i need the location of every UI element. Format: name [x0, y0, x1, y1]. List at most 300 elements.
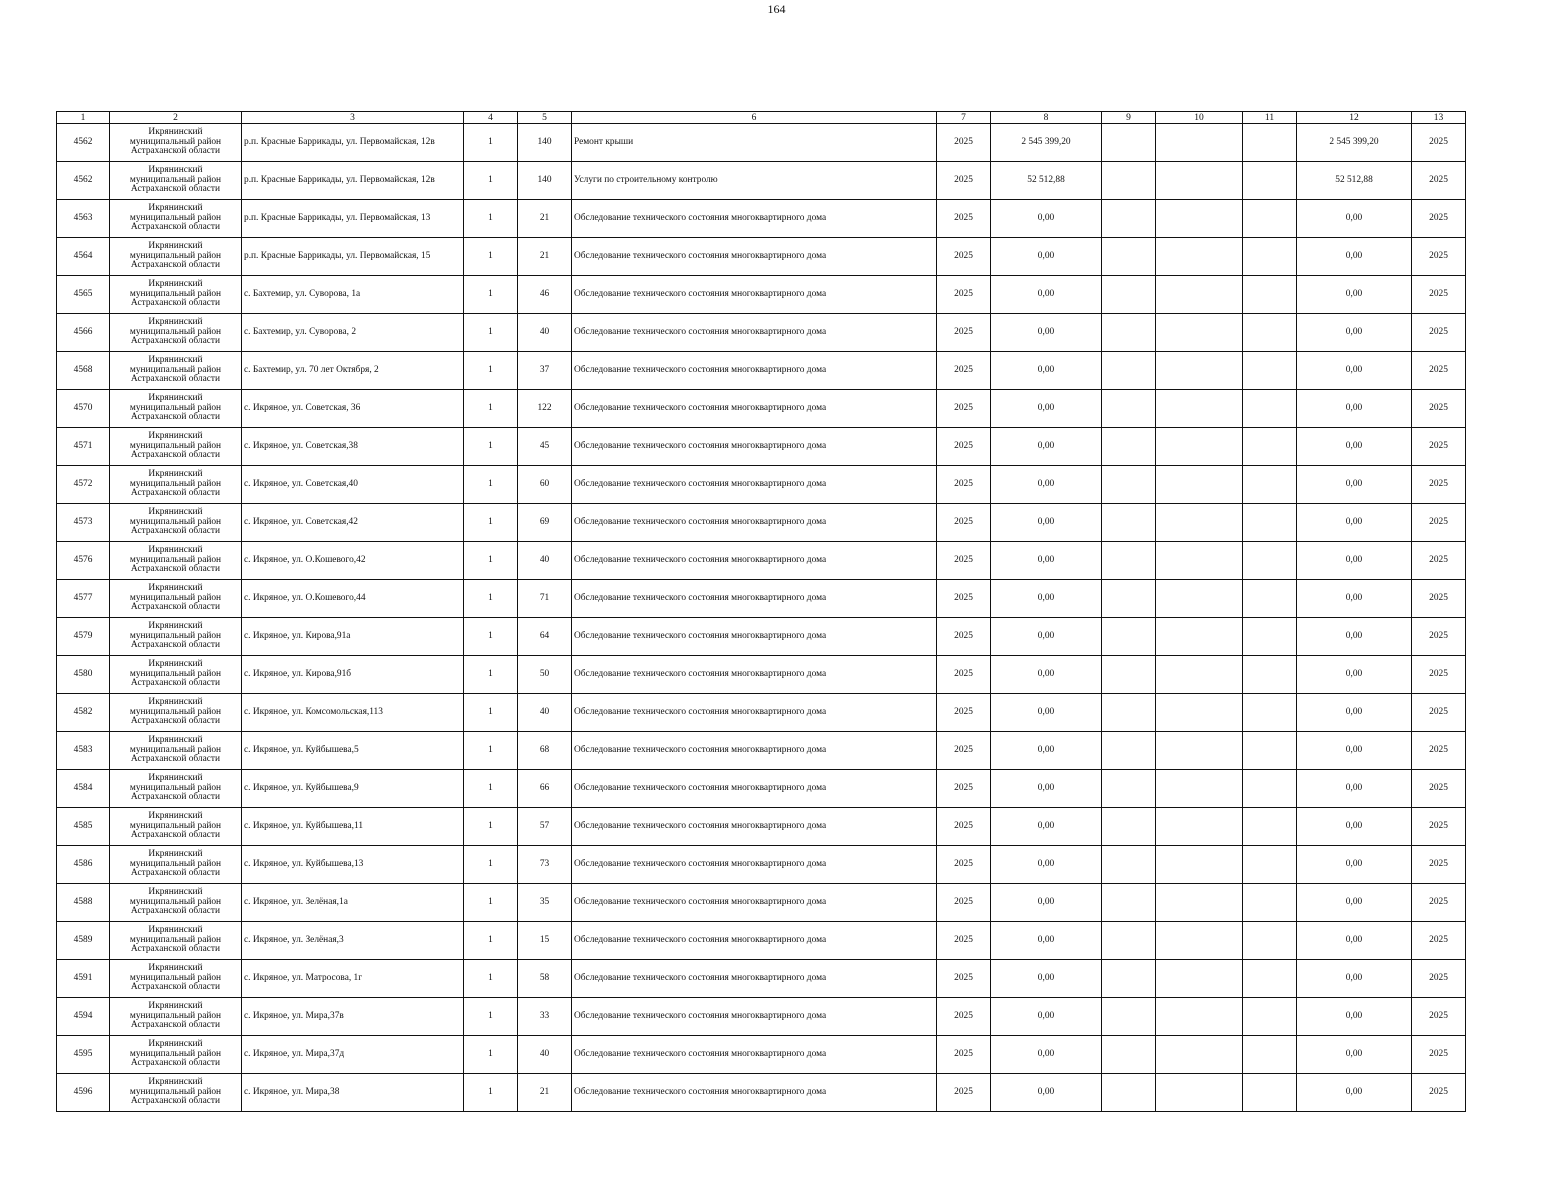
work-type: Обследование технического состояния многоквартирного дома: [572, 884, 937, 922]
completion-year: 2025: [1412, 1074, 1466, 1112]
col-10-value: [1156, 694, 1243, 732]
total-value: 0,00: [1297, 352, 1412, 390]
col-9-value: [1102, 732, 1156, 770]
completion-year: 2025: [1412, 694, 1466, 732]
table-row: [57, 1036, 1466, 1074]
address: с. Икряное, ул. О.Кошевого,44: [242, 580, 464, 618]
total-value: 0,00: [1297, 998, 1412, 1036]
municipality-line: муниципальный район: [129, 934, 222, 945]
completion-year: 2025: [1412, 922, 1466, 960]
col-5-value: 122: [518, 390, 572, 428]
municipality-line: Икрянинский: [148, 241, 203, 252]
municipality: [110, 732, 242, 770]
cost-value: 0,00: [991, 580, 1102, 618]
column-header: 5: [518, 112, 572, 124]
address: с. Икряное, ул. Мира,38: [242, 1074, 464, 1112]
municipality-line: Астраханской области: [130, 1058, 221, 1069]
year-value: 2025: [937, 922, 991, 960]
col-11-value: [1243, 884, 1297, 922]
row-number: 4563: [57, 200, 110, 238]
col-9-value: [1102, 542, 1156, 580]
cost-value: 0,00: [991, 352, 1102, 390]
col-11-value: [1243, 960, 1297, 998]
col-11-value: [1243, 998, 1297, 1036]
cost-value: 0,00: [991, 238, 1102, 276]
work-type: Обследование технического состояния многоквартирного дома: [572, 466, 937, 504]
row-number: 4562: [57, 162, 110, 200]
table-row: [57, 352, 1466, 390]
table-row: [57, 732, 1466, 770]
municipality-line: муниципальный район: [129, 364, 222, 375]
col-10-value: [1156, 1074, 1243, 1112]
municipality: [110, 618, 242, 656]
municipality: [110, 542, 242, 580]
row-number: 4572: [57, 466, 110, 504]
work-type: Обследование технического состояния многоквартирного дома: [572, 1074, 937, 1112]
work-type: Обследование технического состояния многоквартирного дома: [572, 238, 937, 276]
column-header: 6: [572, 112, 937, 124]
col-11-value: [1243, 504, 1297, 542]
municipality-line: Астраханской области: [130, 260, 221, 271]
col-9-value: [1102, 1074, 1156, 1112]
municipality-line: муниципальный район: [129, 174, 222, 185]
total-value: 0,00: [1297, 238, 1412, 276]
municipality-line: Астраханской области: [130, 982, 221, 993]
year-value: 2025: [937, 846, 991, 884]
col-5-value: 35: [518, 884, 572, 922]
completion-year: 2025: [1412, 200, 1466, 238]
completion-year: 2025: [1412, 162, 1466, 200]
year-value: 2025: [937, 238, 991, 276]
table-row: [57, 390, 1466, 428]
col-10-value: [1156, 770, 1243, 808]
page-number: 164: [767, 2, 786, 16]
work-type: Услуги по строительному контролю: [572, 162, 937, 200]
municipality-line: муниципальный район: [129, 402, 222, 413]
col-4-value: 1: [464, 200, 518, 238]
municipality-line: Икрянинский: [148, 165, 203, 176]
municipality: [110, 808, 242, 846]
municipality-line: Астраханской области: [130, 716, 221, 727]
year-value: 2025: [937, 770, 991, 808]
municipality-line: Икрянинский: [148, 507, 203, 518]
col-5-value: 21: [518, 200, 572, 238]
col-9-value: [1102, 998, 1156, 1036]
year-value: 2025: [937, 694, 991, 732]
completion-year: 2025: [1412, 1036, 1466, 1074]
col-10-value: [1156, 238, 1243, 276]
row-number: 4565: [57, 276, 110, 314]
col-11-value: [1243, 1036, 1297, 1074]
col-4-value: 1: [464, 732, 518, 770]
year-value: 2025: [937, 466, 991, 504]
municipality-line: Икрянинский: [148, 203, 203, 214]
col-5-value: 58: [518, 960, 572, 998]
table-row: [57, 884, 1466, 922]
address: с. Икряное, ул. Мира,37д: [242, 1036, 464, 1074]
municipality-line: Астраханской области: [130, 868, 221, 879]
cost-value: 0,00: [991, 656, 1102, 694]
total-value: 0,00: [1297, 922, 1412, 960]
municipality-line: Астраханской области: [130, 336, 221, 347]
municipality: [110, 960, 242, 998]
col-11-value: [1243, 124, 1297, 162]
row-number: 4573: [57, 504, 110, 542]
col-11-value: [1243, 846, 1297, 884]
table-row: [57, 162, 1466, 200]
municipality-line: Астраханской области: [130, 944, 221, 955]
total-value: 52 512,88: [1297, 162, 1412, 200]
table-body: [57, 112, 1466, 1112]
col-9-value: [1102, 200, 1156, 238]
municipality-line: муниципальный район: [129, 668, 222, 679]
municipality-line: Икрянинский: [148, 1039, 203, 1050]
municipality-line: муниципальный район: [129, 782, 222, 793]
col-4-value: 1: [464, 694, 518, 732]
address: р.п. Красные Баррикады, ул. Первомайская, 12в: [242, 162, 464, 200]
total-value: 0,00: [1297, 580, 1412, 618]
address: с. Икряное, ул. Куйбышева,9: [242, 770, 464, 808]
col-10-value: [1156, 466, 1243, 504]
col-10-value: [1156, 618, 1243, 656]
work-type: Обследование технического состояния многоквартирного дома: [572, 504, 937, 542]
municipality-line: Икрянинский: [148, 469, 203, 480]
work-type: Обследование технического состояния многоквартирного дома: [572, 808, 937, 846]
municipality-line: Астраханской области: [130, 184, 221, 195]
row-number: 4591: [57, 960, 110, 998]
address: с. Икряное, ул. Кирова,91б: [242, 656, 464, 694]
municipality-line: муниципальный район: [129, 592, 222, 603]
col-5-value: 40: [518, 542, 572, 580]
col-9-value: [1102, 390, 1156, 428]
municipality: [110, 922, 242, 960]
address: с. Икряное, ул. Комсомольская,113: [242, 694, 464, 732]
col-9-value: [1102, 352, 1156, 390]
column-header: 7: [937, 112, 991, 124]
completion-year: 2025: [1412, 428, 1466, 466]
table-row: [57, 238, 1466, 276]
cost-value: 0,00: [991, 998, 1102, 1036]
address: с. Бахтемир, ул. 70 лет Октября, 2: [242, 352, 464, 390]
year-value: 2025: [937, 580, 991, 618]
row-number: 4562: [57, 124, 110, 162]
col-9-value: [1102, 238, 1156, 276]
completion-year: 2025: [1412, 884, 1466, 922]
col-4-value: 1: [464, 504, 518, 542]
completion-year: 2025: [1412, 504, 1466, 542]
total-value: 0,00: [1297, 276, 1412, 314]
total-value: 0,00: [1297, 618, 1412, 656]
column-header: 4: [464, 112, 518, 124]
col-9-value: [1102, 1036, 1156, 1074]
table-row: [57, 960, 1466, 998]
municipality-line: Астраханской области: [130, 298, 221, 309]
municipality-line: Астраханской области: [130, 526, 221, 537]
municipality-line: Астраханской области: [130, 640, 221, 651]
row-number: 4566: [57, 314, 110, 352]
col-4-value: 1: [464, 466, 518, 504]
col-11-value: [1243, 542, 1297, 580]
table-row: [57, 1074, 1466, 1112]
row-number: 4580: [57, 656, 110, 694]
municipality-line: Икрянинский: [148, 925, 203, 936]
municipality: [110, 390, 242, 428]
municipality-line: муниципальный район: [129, 858, 222, 869]
total-value: 0,00: [1297, 200, 1412, 238]
work-type: Ремонт крыши: [572, 124, 937, 162]
col-4-value: 1: [464, 808, 518, 846]
table-row: [57, 200, 1466, 238]
table-row: [57, 504, 1466, 542]
municipality-line: муниципальный район: [129, 744, 222, 755]
cost-value: 0,00: [991, 428, 1102, 466]
work-type: Обследование технического состояния многоквартирного дома: [572, 998, 937, 1036]
municipality-line: муниципальный район: [129, 706, 222, 717]
col-11-value: [1243, 390, 1297, 428]
row-number: 4586: [57, 846, 110, 884]
municipality: [110, 884, 242, 922]
municipality-line: Астраханской области: [130, 602, 221, 613]
year-value: 2025: [937, 884, 991, 922]
work-type: Обследование технического состояния многоквартирного дома: [572, 580, 937, 618]
total-value: 0,00: [1297, 466, 1412, 504]
col-5-value: 66: [518, 770, 572, 808]
col-5-value: 40: [518, 314, 572, 352]
year-value: 2025: [937, 390, 991, 428]
col-11-value: [1243, 732, 1297, 770]
work-type: Обследование технического состояния многоквартирного дома: [572, 352, 937, 390]
col-10-value: [1156, 884, 1243, 922]
col-4-value: 1: [464, 770, 518, 808]
table-row: [57, 770, 1466, 808]
municipality-line: муниципальный район: [129, 972, 222, 983]
column-header: 12: [1297, 112, 1412, 124]
address: с. Икряное, ул. Куйбышева,11: [242, 808, 464, 846]
municipality: [110, 770, 242, 808]
col-9-value: [1102, 694, 1156, 732]
col-4-value: 1: [464, 352, 518, 390]
col-5-value: 60: [518, 466, 572, 504]
col-5-value: 69: [518, 504, 572, 542]
col-10-value: [1156, 808, 1243, 846]
municipality-line: Астраханской области: [130, 450, 221, 461]
cost-value: 0,00: [991, 542, 1102, 580]
total-value: 0,00: [1297, 314, 1412, 352]
col-4-value: 1: [464, 960, 518, 998]
municipality-line: Икрянинский: [148, 127, 203, 138]
table-row: [57, 694, 1466, 732]
col-10-value: [1156, 428, 1243, 466]
col-4-value: 1: [464, 884, 518, 922]
col-4-value: 1: [464, 238, 518, 276]
year-value: 2025: [937, 162, 991, 200]
municipality: [110, 846, 242, 884]
col-4-value: 1: [464, 314, 518, 352]
municipality-line: Икрянинский: [148, 431, 203, 442]
col-9-value: [1102, 922, 1156, 960]
municipality: [110, 352, 242, 390]
cost-value: 0,00: [991, 504, 1102, 542]
address: с. Икряное, ул. Советская,42: [242, 504, 464, 542]
year-value: 2025: [937, 124, 991, 162]
col-9-value: [1102, 276, 1156, 314]
total-value: 0,00: [1297, 504, 1412, 542]
total-value: 0,00: [1297, 1036, 1412, 1074]
municipality-line: Икрянинский: [148, 659, 203, 670]
address: с. Икряное, ул. Зелёная,3: [242, 922, 464, 960]
municipality-line: муниципальный район: [129, 136, 222, 147]
row-number: 4595: [57, 1036, 110, 1074]
table-row: [57, 466, 1466, 504]
municipality: [110, 656, 242, 694]
municipality: [110, 504, 242, 542]
total-value: 0,00: [1297, 656, 1412, 694]
col-4-value: 1: [464, 390, 518, 428]
municipality-line: Астраханской области: [130, 222, 221, 233]
col-5-value: 37: [518, 352, 572, 390]
table-row: [57, 656, 1466, 694]
municipality-line: муниципальный район: [129, 630, 222, 641]
col-10-value: [1156, 960, 1243, 998]
col-11-value: [1243, 428, 1297, 466]
cost-value: 0,00: [991, 618, 1102, 656]
year-value: 2025: [937, 542, 991, 580]
col-5-value: 15: [518, 922, 572, 960]
column-header: 11: [1243, 112, 1297, 124]
total-value: 2 545 399,20: [1297, 124, 1412, 162]
col-9-value: [1102, 428, 1156, 466]
col-9-value: [1102, 960, 1156, 998]
municipality-line: Астраханской области: [130, 564, 221, 575]
municipality-line: Астраханской области: [130, 792, 221, 803]
municipality-line: Астраханской области: [130, 412, 221, 423]
row-number: 4582: [57, 694, 110, 732]
cost-value: 0,00: [991, 922, 1102, 960]
municipality-line: муниципальный район: [129, 212, 222, 223]
column-header: 3: [242, 112, 464, 124]
municipality-line: Астраханской области: [130, 906, 221, 917]
col-10-value: [1156, 504, 1243, 542]
col-9-value: [1102, 808, 1156, 846]
cost-value: 0,00: [991, 770, 1102, 808]
col-4-value: 1: [464, 656, 518, 694]
col-11-value: [1243, 1074, 1297, 1112]
col-5-value: 46: [518, 276, 572, 314]
municipality: [110, 466, 242, 504]
col-11-value: [1243, 200, 1297, 238]
address: с. Икряное, ул. Советская,40: [242, 466, 464, 504]
year-value: 2025: [937, 732, 991, 770]
row-number: 4577: [57, 580, 110, 618]
col-4-value: 1: [464, 124, 518, 162]
col-5-value: 140: [518, 162, 572, 200]
total-value: 0,00: [1297, 694, 1412, 732]
col-10-value: [1156, 656, 1243, 694]
completion-year: 2025: [1412, 276, 1466, 314]
col-5-value: 40: [518, 694, 572, 732]
total-value: 0,00: [1297, 428, 1412, 466]
completion-year: 2025: [1412, 314, 1466, 352]
address: с. Икряное, ул. Советская,38: [242, 428, 464, 466]
municipality-line: муниципальный район: [129, 1010, 222, 1021]
cost-value: 2 545 399,20: [991, 124, 1102, 162]
municipality-line: муниципальный район: [129, 820, 222, 831]
col-11-value: [1243, 694, 1297, 732]
table-row: [57, 618, 1466, 656]
municipality-line: Икрянинский: [148, 735, 203, 746]
municipality-line: Астраханской области: [130, 830, 221, 841]
table-row: [57, 580, 1466, 618]
year-value: 2025: [937, 1036, 991, 1074]
municipality-line: Икрянинский: [148, 583, 203, 594]
col-11-value: [1243, 238, 1297, 276]
work-type: Обследование технического состояния многоквартирного дома: [572, 542, 937, 580]
row-number: 4570: [57, 390, 110, 428]
col-9-value: [1102, 314, 1156, 352]
col-10-value: [1156, 580, 1243, 618]
work-type: Обследование технического состояния многоквартирного дома: [572, 732, 937, 770]
municipality-line: муниципальный район: [129, 478, 222, 489]
col-11-value: [1243, 276, 1297, 314]
year-value: 2025: [937, 504, 991, 542]
col-10-value: [1156, 200, 1243, 238]
col-5-value: 73: [518, 846, 572, 884]
row-number: 4589: [57, 922, 110, 960]
work-type: Обследование технического состояния многоквартирного дома: [572, 960, 937, 998]
municipality-line: муниципальный район: [129, 554, 222, 565]
municipality-line: Икрянинский: [148, 887, 203, 898]
col-5-value: 21: [518, 1074, 572, 1112]
header-row: [57, 112, 1466, 124]
col-9-value: [1102, 884, 1156, 922]
work-type: Обследование технического состояния многоквартирного дома: [572, 200, 937, 238]
municipality-line: Икрянинский: [148, 1077, 203, 1088]
col-9-value: [1102, 656, 1156, 694]
address: с. Икряное, ул. Куйбышева,5: [242, 732, 464, 770]
municipality-line: Икрянинский: [148, 849, 203, 860]
col-4-value: 1: [464, 846, 518, 884]
col-5-value: 50: [518, 656, 572, 694]
col-5-value: 33: [518, 998, 572, 1036]
row-number: 4579: [57, 618, 110, 656]
col-10-value: [1156, 276, 1243, 314]
municipality-line: Икрянинский: [148, 393, 203, 404]
col-10-value: [1156, 846, 1243, 884]
col-5-value: 57: [518, 808, 572, 846]
municipality: [110, 998, 242, 1036]
address: с. Икряное, ул. Советская, 36: [242, 390, 464, 428]
municipality: [110, 1074, 242, 1112]
cost-value: 0,00: [991, 732, 1102, 770]
municipality-line: Астраханской области: [130, 146, 221, 157]
col-4-value: 1: [464, 618, 518, 656]
col-4-value: 1: [464, 1074, 518, 1112]
col-10-value: [1156, 352, 1243, 390]
municipality: [110, 124, 242, 162]
address: р.п. Красные Баррикады, ул. Первомайская, 13: [242, 200, 464, 238]
completion-year: 2025: [1412, 960, 1466, 998]
municipality-line: Икрянинский: [148, 317, 203, 328]
work-type: Обследование технического состояния многоквартирного дома: [572, 694, 937, 732]
address: р.п. Красные Баррикады, ул. Первомайская, 12в: [242, 124, 464, 162]
row-number: 4583: [57, 732, 110, 770]
address: с. Икряное, ул. Матросова, 1г: [242, 960, 464, 998]
column-header: 2: [110, 112, 242, 124]
cost-value: 52 512,88: [991, 162, 1102, 200]
col-9-value: [1102, 466, 1156, 504]
cost-value: 0,00: [991, 846, 1102, 884]
col-4-value: 1: [464, 428, 518, 466]
